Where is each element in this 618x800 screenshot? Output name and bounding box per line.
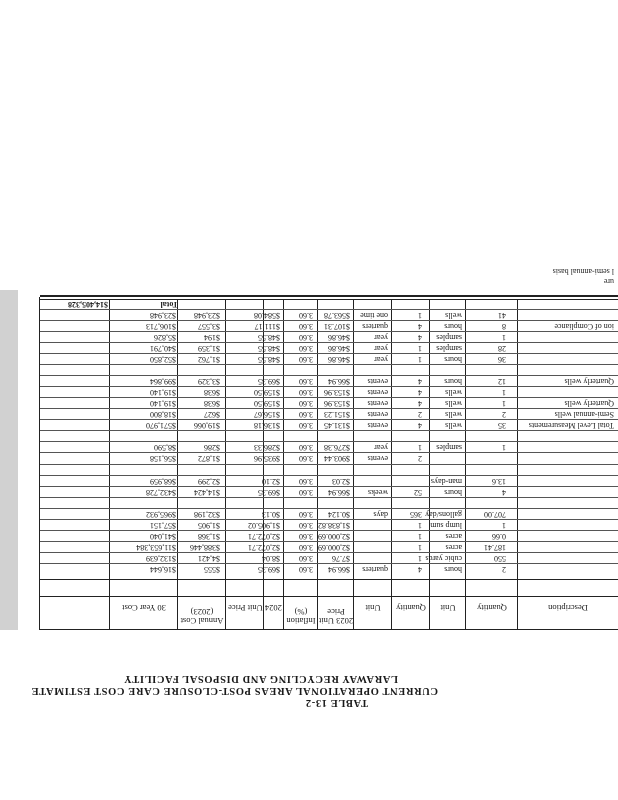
cell-qty1: 1 bbox=[502, 520, 506, 530]
cell-infl: 3.60 bbox=[299, 520, 313, 530]
cell-cost30: $432,728 bbox=[146, 487, 176, 497]
cell-cost30: $18,800 bbox=[150, 410, 176, 420]
cell-p23: $107.31 bbox=[324, 321, 350, 331]
cell-cost30: $19,140 bbox=[150, 388, 176, 398]
cell-qty1: 707.00 bbox=[484, 509, 506, 519]
cell-unit1: samples bbox=[436, 344, 462, 353]
cell-annual: $638 bbox=[204, 399, 220, 409]
cell-p24: $156.67 bbox=[254, 410, 280, 420]
cell-qty2: 1 bbox=[418, 542, 422, 552]
cell-cost30: $5,826 bbox=[154, 332, 176, 342]
cell-qty1: 4 bbox=[502, 487, 506, 497]
cell-p24: $69.35 bbox=[258, 487, 280, 497]
row-divider bbox=[40, 486, 618, 487]
cell-unit1: acres bbox=[445, 542, 462, 552]
cell-unit2: weeks bbox=[368, 487, 388, 497]
cell-infl: 3.60 bbox=[299, 399, 313, 409]
cell-unit1: samples bbox=[436, 443, 462, 453]
cell-qty2: 1 bbox=[418, 355, 422, 365]
row-divider bbox=[40, 563, 618, 564]
cell-qty1: 2 bbox=[502, 565, 506, 574]
row-divider bbox=[40, 552, 618, 553]
col-header-unit2: Unit bbox=[365, 603, 381, 613]
cell-cost30: $68,959 bbox=[150, 476, 176, 486]
cell-qty1: 28 bbox=[498, 344, 506, 353]
cell-infl: 3.60 bbox=[299, 454, 313, 464]
row-divider bbox=[40, 397, 618, 398]
cell-p24: $584.08 bbox=[254, 310, 280, 320]
cell-cost30: $106,713 bbox=[146, 321, 176, 331]
cell-p23: $563.78 bbox=[324, 310, 350, 320]
cell-cost30: $23,948 bbox=[150, 310, 176, 320]
row-divider bbox=[40, 309, 618, 310]
row-divider bbox=[40, 541, 618, 542]
cell-annual: $14,424 bbox=[194, 487, 220, 497]
cell-cost30: $571,970 bbox=[146, 421, 176, 431]
cell-annual: $4,421 bbox=[198, 553, 220, 563]
cell-p23: $151.23 bbox=[324, 410, 350, 420]
cell-p23: $2,000.69 bbox=[318, 531, 350, 541]
cell-qty1: 13.6 bbox=[492, 476, 506, 486]
cell-annual: $32,198 bbox=[194, 509, 220, 519]
cell-infl: 3.60 bbox=[299, 509, 313, 519]
cell-cost30: $57,151 bbox=[150, 520, 176, 530]
cell-unit2: quarters bbox=[362, 565, 388, 574]
col-header-30yr: 30 Year Cost bbox=[122, 603, 166, 613]
margin-fragment-1: ure bbox=[603, 277, 614, 286]
cell-annual: $627 bbox=[204, 410, 220, 420]
cell-annual: $286 bbox=[204, 443, 220, 453]
cell-unit2: days bbox=[373, 509, 388, 519]
cell-infl: 3.60 bbox=[299, 421, 313, 431]
cell-infl: 3.60 bbox=[299, 310, 313, 320]
row-divider bbox=[40, 408, 618, 409]
cell-unit2: year bbox=[374, 355, 388, 365]
cell-p24: $159.50 bbox=[254, 399, 280, 409]
cell-infl: 3.60 bbox=[299, 565, 313, 574]
cell-annual: $388,446 bbox=[190, 542, 220, 552]
cell-qty1: 36 bbox=[498, 355, 506, 365]
cell-infl: 3.60 bbox=[299, 332, 313, 342]
row-divider bbox=[40, 441, 618, 442]
cell-p23: $7.76 bbox=[332, 553, 350, 563]
col-header-price2024: 2024 Unit Price bbox=[228, 603, 282, 613]
total-label: Total bbox=[160, 300, 178, 309]
cell-annual: $194 bbox=[204, 332, 220, 342]
cell-annual: $1,762 bbox=[198, 355, 220, 365]
row-divider bbox=[40, 353, 618, 354]
cell-qty2: 1 bbox=[418, 553, 422, 563]
cell-p23: $46.86 bbox=[328, 344, 350, 353]
cell-qty2: 2 bbox=[418, 410, 422, 420]
cell-infl: 3.60 bbox=[299, 542, 313, 552]
row-divider bbox=[40, 475, 618, 476]
cell-p24: $48.55 bbox=[258, 344, 280, 353]
cell-annual: $638 bbox=[204, 388, 220, 398]
cell-qty1: 1 bbox=[502, 332, 506, 342]
cell-desc: Quarterly wells bbox=[564, 399, 614, 409]
cell-annual: $1,368 bbox=[198, 531, 220, 541]
cell-cost30: $16,644 bbox=[150, 565, 176, 574]
cell-qty1: 41 bbox=[498, 310, 506, 320]
cell-unit2: events bbox=[367, 410, 388, 420]
col-header-qty1: Quantity bbox=[477, 603, 507, 613]
cell-qty2: 4 bbox=[418, 321, 422, 331]
cell-cost30: $52,850 bbox=[150, 355, 176, 365]
col-header-description: Description bbox=[548, 603, 588, 613]
scan-shadow bbox=[0, 290, 18, 630]
cell-unit2: quarters bbox=[362, 321, 388, 331]
cell-p24: $111.17 bbox=[254, 321, 280, 331]
row-divider bbox=[40, 320, 618, 321]
cell-infl: 3.60 bbox=[299, 377, 313, 387]
cell-annual: $2,299 bbox=[198, 476, 220, 486]
cell-p23: $1,838.82 bbox=[318, 520, 350, 530]
cell-unit2: year bbox=[374, 443, 388, 453]
cell-p24: $69.35 bbox=[258, 565, 280, 574]
cell-cost30: $40,791 bbox=[150, 344, 176, 353]
cell-p23: $0.124 bbox=[328, 509, 350, 519]
cell-unit2: year bbox=[374, 344, 388, 353]
cell-p23: $131.45 bbox=[324, 421, 350, 431]
cell-unit2: one time bbox=[360, 310, 388, 320]
cell-p23: $153.96 bbox=[324, 388, 350, 398]
cell-p23: $46.86 bbox=[328, 355, 350, 365]
cell-qty1: 8 bbox=[502, 321, 506, 331]
cell-p24: $159.50 bbox=[254, 388, 280, 398]
cell-cost30: $19,140 bbox=[150, 399, 176, 409]
cell-unit1: wells bbox=[445, 388, 462, 398]
title-line-1: CURRENT OPERATIONAL AREAS POST-CLOSURE CARE COST ESTIMATE bbox=[30, 685, 438, 696]
cell-cost30: $99,864 bbox=[150, 377, 176, 387]
cell-qty2: 4 bbox=[418, 388, 422, 398]
cell-p23: $2,000.69 bbox=[318, 542, 350, 552]
cell-infl: 3.60 bbox=[299, 553, 313, 563]
row-divider bbox=[40, 508, 618, 509]
cell-annual: $1,872 bbox=[198, 454, 220, 464]
cell-unit2: events bbox=[367, 454, 388, 464]
row-divider bbox=[40, 375, 618, 376]
cell-p24: $935.96 bbox=[254, 454, 280, 464]
cell-unit1: wells bbox=[445, 310, 462, 320]
cell-unit1: wells bbox=[445, 399, 462, 409]
cell-qty1: 187.41 bbox=[484, 542, 506, 552]
cell-desc: Semi-annual wells bbox=[554, 410, 614, 420]
cell-qty2: 1 bbox=[418, 531, 422, 541]
cell-unit1: wells bbox=[445, 421, 462, 431]
cell-p23: $153.96 bbox=[324, 399, 350, 409]
cell-p23: $66.94 bbox=[328, 565, 350, 574]
cell-qty2: 4 bbox=[418, 377, 422, 387]
cell-cost30: $132,639 bbox=[146, 553, 176, 563]
cell-p24: $48.55 bbox=[258, 332, 280, 342]
cell-qty1: 1 bbox=[502, 388, 506, 398]
cell-p24: $48.55 bbox=[258, 355, 280, 365]
cell-annual: $19,066 bbox=[194, 421, 220, 431]
cell-annual: $1,905 bbox=[198, 520, 220, 530]
cell-qty1: 1 bbox=[502, 443, 506, 453]
cell-unit2: events bbox=[367, 377, 388, 387]
cell-cost30: $11,653,384 bbox=[136, 542, 176, 552]
col-header-unit1: Unit bbox=[440, 603, 456, 613]
row-divider bbox=[40, 530, 618, 531]
cell-unit1: hours bbox=[444, 355, 462, 365]
cell-unit1: acres bbox=[445, 531, 462, 541]
cell-desc: ion of Compliance bbox=[554, 321, 614, 331]
cell-unit1: samples bbox=[436, 332, 462, 342]
cell-p24: $8.04 bbox=[262, 553, 280, 563]
cell-annual: $23,948 bbox=[194, 310, 220, 320]
cell-p24: $1,905.02 bbox=[248, 520, 280, 530]
cell-annual: $3,329 bbox=[198, 377, 220, 387]
cell-qty1: 12 bbox=[498, 377, 506, 387]
cell-p24: $2,072.71 bbox=[248, 542, 280, 552]
cell-qty2: 4 bbox=[418, 565, 422, 574]
col-header-qty2: Quantity bbox=[396, 603, 426, 613]
cell-p24: $69.35 bbox=[258, 377, 280, 387]
cell-annual: $3,557 bbox=[198, 321, 220, 331]
cell-p23: $66.94 bbox=[328, 487, 350, 497]
cell-unit1: hours bbox=[444, 565, 462, 574]
cell-cost30: $56,158 bbox=[150, 454, 176, 464]
cell-annual: $1,359 bbox=[198, 344, 220, 353]
cell-p24: $2,072.71 bbox=[248, 531, 280, 541]
cell-unit2: events bbox=[367, 421, 388, 431]
cell-p24: $136.18 bbox=[254, 421, 280, 431]
cell-unit2: events bbox=[367, 399, 388, 409]
row-divider bbox=[40, 386, 618, 387]
cell-annual: $555 bbox=[204, 565, 220, 574]
cell-unit1: gallons/day bbox=[425, 509, 462, 519]
cell-p24: $2.10 bbox=[262, 476, 280, 486]
cell-unit1: hours bbox=[444, 377, 462, 387]
cell-qty1: 1 bbox=[502, 399, 506, 409]
cell-qty2: 1 bbox=[418, 520, 422, 530]
cell-p23: $2.03 bbox=[332, 476, 350, 486]
cell-desc: Total Level Measurements bbox=[528, 421, 614, 431]
row-divider bbox=[40, 497, 618, 498]
cell-cost30: $965,932 bbox=[146, 509, 176, 519]
cell-p23: $276.38 bbox=[324, 443, 350, 453]
row-divider bbox=[40, 464, 618, 465]
cell-qty2: 1 bbox=[418, 344, 422, 353]
cell-infl: 3.60 bbox=[299, 355, 313, 365]
row-divider bbox=[40, 342, 618, 343]
cell-qty2: 1 bbox=[418, 443, 422, 453]
cell-infl: 3.60 bbox=[299, 410, 313, 420]
cell-qty2: 1 bbox=[418, 310, 422, 320]
cell-qty2: 4 bbox=[418, 421, 422, 431]
cell-infl: 3.60 bbox=[299, 487, 313, 497]
cell-infl: 3.60 bbox=[299, 388, 313, 398]
cell-p23: $903.44 bbox=[324, 454, 350, 464]
cell-desc: Quarterly wells bbox=[564, 377, 614, 387]
cell-qty1: 35 bbox=[498, 421, 506, 431]
cell-unit1: hours bbox=[444, 487, 462, 497]
cell-p24: $0.13 bbox=[262, 509, 280, 519]
cell-qty1: 0.66 bbox=[492, 531, 506, 541]
cell-infl: 3.60 bbox=[299, 344, 313, 353]
cell-infl: 3.60 bbox=[299, 321, 313, 331]
cell-qty2: 52 bbox=[414, 487, 422, 497]
row-divider bbox=[40, 453, 618, 454]
row-divider bbox=[40, 430, 618, 431]
cell-p24: $286.33 bbox=[254, 443, 280, 453]
cell-p23: $46.86 bbox=[328, 332, 350, 342]
col-header-annual: Annual Cost (2023) bbox=[180, 607, 224, 626]
cell-cost30: $8,590 bbox=[154, 443, 176, 453]
cell-qty2: 4 bbox=[418, 399, 422, 409]
cell-qty2: 4 bbox=[418, 332, 422, 342]
row-divider bbox=[40, 364, 618, 365]
cell-unit2: events bbox=[367, 388, 388, 398]
row-divider bbox=[40, 331, 618, 332]
cell-unit1: lump sum bbox=[430, 520, 462, 530]
cell-infl: 3.60 bbox=[299, 443, 313, 453]
cell-qty2: 365 bbox=[410, 509, 422, 519]
cell-cost30: $41,040 bbox=[150, 531, 176, 541]
cell-qty2: 2 bbox=[418, 454, 422, 464]
cell-unit1: wells bbox=[445, 410, 462, 420]
cell-infl: 3.60 bbox=[299, 531, 313, 541]
cell-infl: 3.60 bbox=[299, 476, 313, 486]
col-header-price2023: 2023 Unit Price bbox=[318, 607, 354, 626]
cell-unit1: man-days bbox=[430, 476, 462, 486]
row-divider bbox=[40, 419, 618, 420]
total-value: $14,405,328 bbox=[68, 300, 108, 309]
table-number: TABLE 13-2 bbox=[305, 697, 368, 708]
cell-unit1: hours bbox=[444, 321, 462, 331]
col-header-inflation: Inflation (%) bbox=[286, 607, 316, 626]
cell-qty1: 550 bbox=[494, 553, 506, 563]
cell-qty1: 2 bbox=[502, 410, 506, 420]
cell-p23: $66.94 bbox=[328, 377, 350, 387]
title-line-2: LARAWAY RECYCLING AND DISPOSAL FACILITY bbox=[123, 673, 398, 684]
cell-unit2: year bbox=[374, 332, 388, 342]
margin-fragment-2: l semi-annual basis bbox=[552, 267, 614, 276]
row-divider bbox=[40, 519, 618, 520]
cell-unit1: cubic yards bbox=[425, 553, 462, 563]
